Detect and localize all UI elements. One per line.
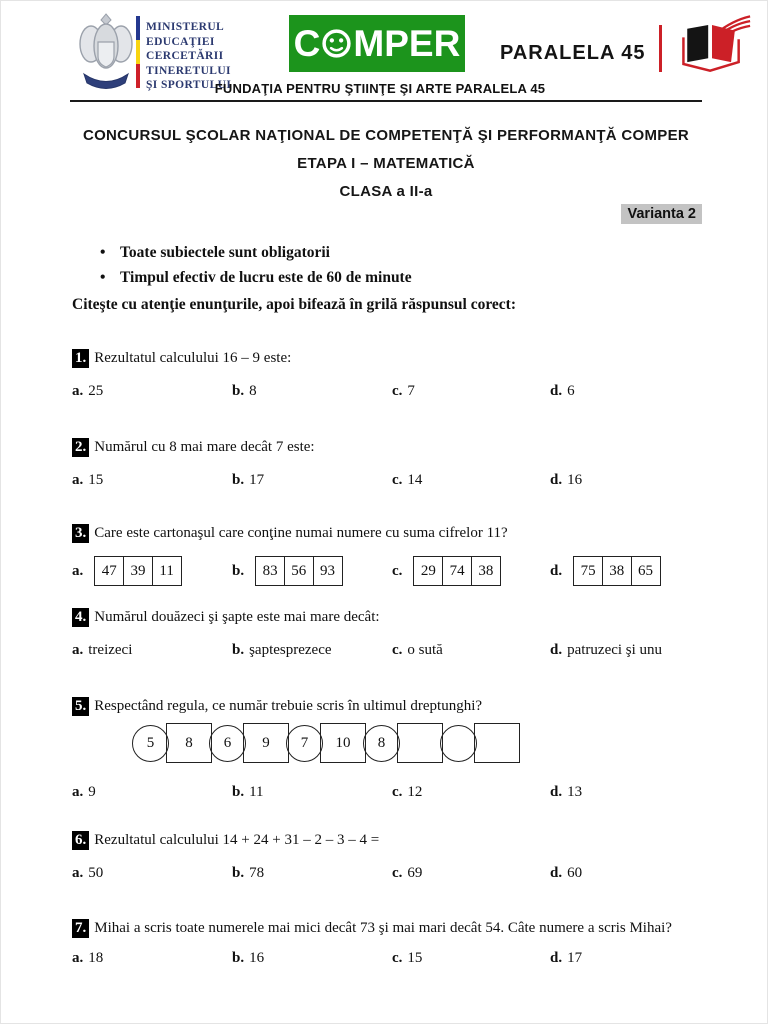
answer-text: 69 — [407, 865, 423, 881]
answer-label: d. — [550, 383, 563, 399]
answer-text: 16 — [249, 950, 265, 966]
sequence-circle: 5 — [132, 725, 169, 762]
answer-label: c. — [392, 562, 403, 579]
answer-row — [72, 383, 702, 400]
answer-text: 16 — [567, 472, 583, 488]
ministry-line: ŞI SPORTULUI — [146, 79, 232, 92]
answer-label: d. — [550, 472, 563, 488]
answer-option-b — [232, 383, 392, 400]
answer-option-d — [550, 472, 702, 489]
romanian-coat-of-arms-icon — [78, 12, 134, 92]
answer-label: c. — [392, 784, 403, 800]
contest-title: CONCURSUL ŞCOLAR NAŢIONAL DE COMPETENŢĂ ŞI PERFORMANŢĂ COMPER — [82, 127, 690, 144]
question-text-line — [72, 437, 702, 457]
answer-option-a — [72, 784, 232, 801]
answer-option-c — [392, 950, 550, 967]
answer-option-c — [392, 472, 550, 489]
card-cell: 29 — [413, 556, 443, 586]
question-text-line — [72, 607, 702, 627]
smiley-face-icon — [321, 28, 352, 59]
bullet-icon: • — [100, 269, 106, 286]
answer-text: 78 — [249, 865, 265, 881]
question-text: Rezultatul calculului 16 – 9 este: — [94, 350, 292, 366]
card-cell: 75 — [573, 556, 603, 586]
answer-label: a. — [72, 642, 84, 658]
logo-divider — [659, 25, 662, 72]
answer-text: 25 — [88, 383, 104, 399]
answer-text: 13 — [567, 784, 583, 800]
answer-option-b — [232, 556, 392, 586]
answer-label: b. — [232, 950, 245, 966]
rule-text: Timpul efectiv de lucru este de 60 de minute — [120, 269, 412, 286]
answer-label: b. — [232, 383, 245, 399]
card-cell: 47 — [94, 556, 124, 586]
exam-rules — [100, 240, 412, 290]
open-book-icon — [672, 14, 752, 74]
answer-option-b — [232, 642, 392, 659]
answer-row — [72, 472, 702, 489]
card-cell: 39 — [123, 556, 153, 586]
answer-option-c — [392, 865, 550, 882]
paralela45-text: PARALELA 45 — [500, 41, 646, 64]
question-number-badge: 1. — [72, 349, 89, 368]
question-text: Mihai a scris toate numerele mai mici decât 73 şi mai mari decât 54. Câte numere a scris Mihai? — [94, 920, 672, 936]
answer-label: a. — [72, 383, 84, 399]
answer-label: d. — [550, 784, 563, 800]
question-number-badge: 4. — [72, 608, 89, 627]
answer-option-a — [72, 383, 232, 400]
number-card — [94, 556, 181, 586]
sequence-rectangle: 8 — [166, 723, 212, 763]
answer-text: 17 — [567, 950, 583, 966]
question-2 — [72, 437, 702, 489]
comper-logo — [289, 15, 465, 72]
rule-text: Toate subiectele sunt obligatorii — [120, 244, 330, 261]
card-cell: 93 — [313, 556, 343, 586]
answer-text: 17 — [249, 472, 265, 488]
answer-label: c. — [392, 472, 403, 488]
question-7 — [72, 918, 702, 967]
paralela45-logo — [500, 14, 752, 74]
question-text-line — [72, 523, 702, 543]
read-instruction: Citeşte cu atenţie enunţurile, apoi bifează în grilă răspunsul corect: — [72, 296, 517, 313]
answer-option-d — [550, 556, 702, 586]
card-cell: 65 — [631, 556, 661, 586]
question-text: Care este cartonaşul care conţine numai numere cu suma cifrelor 11? — [94, 525, 508, 541]
answer-label: a. — [72, 562, 84, 579]
answer-label: a. — [72, 865, 84, 881]
variant-badge: Varianta 2 — [621, 204, 702, 224]
grade-level: CLASA a II-a — [339, 183, 433, 200]
answer-text: 9 — [88, 784, 96, 800]
sequence-rectangle — [474, 723, 520, 763]
card-cell: 11 — [152, 556, 182, 586]
rule-item — [100, 265, 412, 290]
answer-option-c — [392, 642, 550, 659]
answer-option-c — [392, 784, 550, 801]
sequence-circle: 8 — [363, 725, 400, 762]
answer-label: b. — [232, 865, 245, 881]
answer-text: 7 — [407, 383, 415, 399]
romanian-flag-stripe — [136, 16, 140, 88]
answer-label: b. — [232, 472, 245, 488]
answer-option-d — [550, 784, 702, 801]
question-text-line — [72, 918, 702, 938]
answer-option-a — [72, 642, 232, 659]
question-number-badge: 7. — [72, 919, 89, 938]
question-1 — [72, 348, 702, 400]
answer-text: 11 — [249, 784, 264, 800]
answer-label: d. — [550, 950, 563, 966]
answer-option-c — [392, 556, 550, 586]
card-cell: 38 — [602, 556, 632, 586]
comper-logo-text: C — [293, 22, 321, 64]
foundation-name: FUNDAŢIA PENTRU ŞTIINŢE ŞI ARTE PARALELA 45 — [214, 81, 546, 96]
card-cell: 74 — [442, 556, 472, 586]
answer-text: 6 — [567, 383, 575, 399]
answer-label: a. — [72, 950, 84, 966]
ministry-line: MINISTERUL — [146, 21, 225, 33]
ministry-line: TINERETULUI — [146, 64, 231, 77]
answer-label: b. — [232, 642, 245, 658]
answer-row — [72, 950, 702, 967]
answer-text: patruzeci şi unu — [567, 642, 663, 658]
question-text: Respectând regula, ce număr trebuie scris în ultimul dreptunghi? — [94, 698, 483, 714]
answer-label: a. — [72, 784, 84, 800]
sequence-circle: 7 — [286, 725, 323, 762]
answer-option-d — [550, 865, 702, 882]
shape-sequence — [132, 721, 702, 765]
answer-label: a. — [72, 472, 84, 488]
answer-label: c. — [392, 950, 403, 966]
question-3 — [72, 523, 702, 586]
question-6 — [72, 830, 702, 882]
answer-option-d — [550, 950, 702, 967]
answer-option-b — [232, 472, 392, 489]
answer-label: b. — [232, 562, 245, 579]
question-text: Numărul douăzeci şi şapte este mai mare decât: — [94, 609, 380, 625]
answer-option-b — [232, 865, 392, 882]
number-card — [413, 556, 500, 586]
sequence-rectangle — [397, 723, 443, 763]
card-cell: 56 — [284, 556, 314, 586]
sequence-circle — [440, 725, 477, 762]
comper-logo-text: MPER — [353, 22, 461, 64]
answer-text: şaptesprezece — [249, 642, 332, 658]
question-5 — [72, 696, 702, 801]
answer-option-a — [72, 950, 232, 967]
card-cell: 38 — [471, 556, 501, 586]
question-number-badge: 3. — [72, 524, 89, 543]
question-text-line — [72, 348, 702, 368]
answer-option-b — [232, 950, 392, 967]
answer-text: 18 — [88, 950, 104, 966]
answer-label: c. — [392, 865, 403, 881]
answer-option-c — [392, 383, 550, 400]
answer-text: 60 — [567, 865, 583, 881]
answer-option-d — [550, 642, 702, 659]
answer-option-a — [72, 556, 232, 586]
answer-text: 15 — [88, 472, 104, 488]
answer-label: c. — [392, 383, 403, 399]
answer-option-b — [232, 784, 392, 801]
answer-row — [72, 642, 702, 659]
answer-text: 12 — [407, 784, 423, 800]
ministry-line: EDUCAŢIEI — [146, 35, 215, 48]
question-text: Rezultatul calculului 14 + 24 + 31 – 2 – 3 – 4 = — [94, 832, 380, 848]
answer-text: treizeci — [88, 642, 133, 658]
answer-label: c. — [392, 642, 403, 658]
answer-option-d — [550, 383, 702, 400]
answer-label: d. — [550, 562, 563, 579]
answer-label: d. — [550, 865, 563, 881]
number-card — [255, 556, 342, 586]
question-number-badge: 2. — [72, 438, 89, 457]
answer-text: 8 — [249, 383, 257, 399]
question-number-badge: 5. — [72, 697, 89, 716]
sequence-circle: 6 — [209, 725, 246, 762]
question-number-badge: 6. — [72, 831, 89, 850]
card-cell: 83 — [255, 556, 285, 586]
rule-item — [100, 240, 412, 265]
ministry-line: CERCETĂRII — [146, 50, 224, 63]
question-text: Numărul cu 8 mai mare decât 7 este: — [94, 439, 315, 455]
question-text-line — [72, 696, 702, 716]
answer-text: 50 — [88, 865, 104, 881]
answer-option-a — [72, 472, 232, 489]
answer-row — [72, 784, 702, 801]
number-card — [573, 556, 660, 586]
answer-option-a — [72, 865, 232, 882]
header-rule — [70, 100, 702, 102]
stage-subject: ETAPA I – MATEMATICĂ — [297, 155, 475, 172]
answer-text: 15 — [407, 950, 423, 966]
answer-text: o sută — [407, 642, 443, 658]
sequence-rectangle: 10 — [320, 723, 366, 763]
answer-row — [72, 865, 702, 882]
answer-row — [72, 556, 702, 586]
question-4 — [72, 607, 702, 659]
answer-text: 14 — [407, 472, 423, 488]
answer-label: b. — [232, 784, 245, 800]
bullet-icon: • — [100, 244, 106, 261]
question-text-line — [72, 830, 702, 850]
sequence-rectangle: 9 — [243, 723, 289, 763]
answer-label: d. — [550, 642, 563, 658]
